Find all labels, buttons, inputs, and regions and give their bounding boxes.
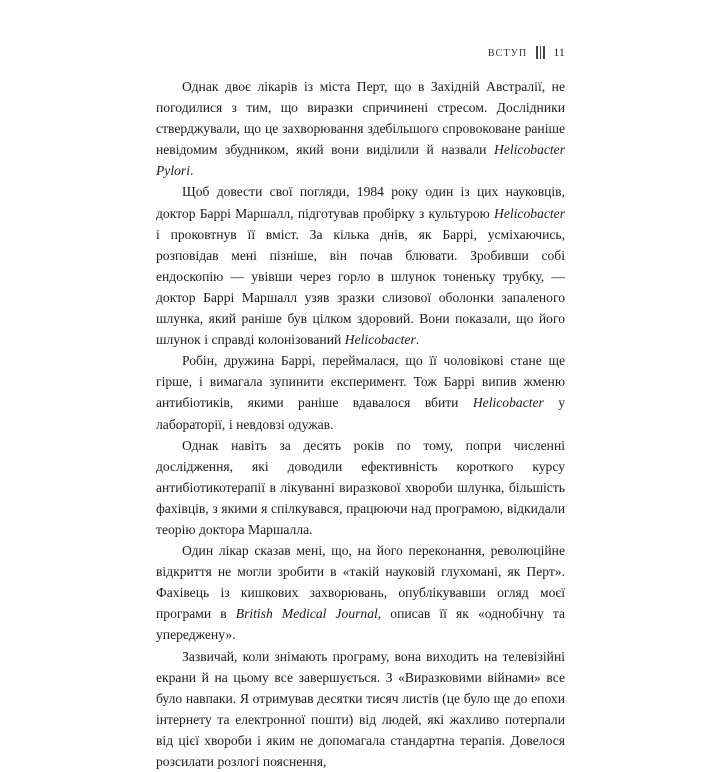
italic-term: Helicobacter [494,205,565,221]
triple-bar-ornament-icon [536,46,544,59]
paragraph: Зазвичай, коли знімають програму, вона виходить на телевізійні екрани й на цьому все завершується. З «Виразковими війнами» все було навпаки. Я отримував десятки тисяч листів (це було ще до епохи інтернету та електронної пошти) від людей, які жахливо потерпали від цієї хвороби і яким не допомагала стандартна терапія. Довелося розсилати розлогі пояснення, [156,648,565,769]
page-number: 11 [553,47,565,59]
paragraph: Однак двоє лікарів із міста Перт, що в Західній Австралії, не погодилися з тим, що виразки спричинені стресом. Дослідники стверджували, що це захворювання здебільшого спровоковане раніше невідомим збудником, який вони виділили й назвали Helicobacter Pylori. [156,79,565,179]
running-head-chapter-title: ВСТУП [487,47,528,59]
paragraph: Однак навіть за десять років по тому, попри численні дослідження, які доводили ефективність короткого курсу антибіотикотерапії в лікуванні виразкової хвороби шлунка, більшість фахівців, з якими я спілкувався, працюючи над програмою, відкидали теорію доктора Маршалла. [156,437,565,537]
italic-term: Helicobacter [472,395,544,411]
body-text-block [156,76,565,772]
italic-term: British Medical Journal [235,606,378,622]
paragraph: Робін, дружина Баррі, переймалася, що її чоловікові стане ще гірше, і вимагала зупинити експеримент. Тож Баррі випив жменю антибіотиків, якими раніше вдавалося вбити Helicobacter у лабораторії, і невдовзі одужав. [156,353,566,432]
running-head [156,44,565,62]
italic-term: Helicobacter Pylori [156,142,565,179]
italic-term: Helicobacter [344,332,416,348]
paragraph: Один лікар сказав мені, що, на його переконання, революційне відкриття не могли зробити в «такій науковій глухомані, як Перт». Фахівець із кишкових захворювань, опублікувавши огляд моєї програми в British Medical Journal, описав її як «однобічну та упереджену». [156,543,565,643]
paragraph: Щоб довести свої погляди, 1984 року один із цих науковців, доктор Баррі Маршалл, підготував пробірку з культурою Helicobacter і проковтнув її вміст. За кілька днів, як Баррі, усміхаючись, розповідав мені пізніше, він почав блювати. Зробивши собі ендоскопію — увівши через горло в шлунок тоненьку трубку, — доктор Баррі Маршалл узяв зразки слизової оболонки запаленого шлунка, який раніше був цілком здоровий. Вони показали, що його шлунок і справді колонізований Helicobacter. [156,184,565,348]
